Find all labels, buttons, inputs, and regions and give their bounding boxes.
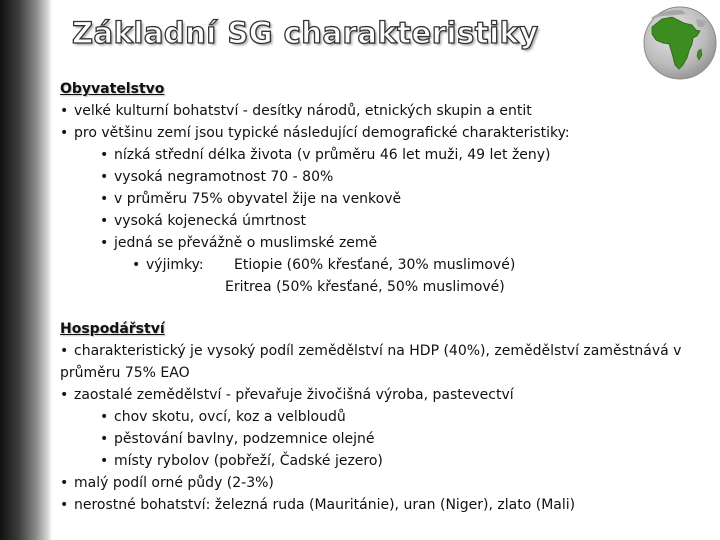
sub-list-item: • chov skotu, ovcí, koz a velbloudů: [60, 406, 710, 428]
content: [60, 78, 710, 516]
exceptions-item: [60, 254, 710, 276]
exceptions-label: výjimky:: [146, 257, 204, 273]
sub-list-item: • vysoká negramotnost 70 - 80%: [60, 166, 710, 188]
sub-list-item: • nízká střední délka života (v průměru 46 let muži, 49 let ženy): [60, 144, 710, 166]
sub-list-item: • v průměru 75% obyvatel žije na venkově: [60, 188, 710, 210]
bullet-icon: •: [100, 409, 109, 425]
sub-list-item: • vysoká kojenecká úmrtnost: [60, 210, 710, 232]
bullet-icon: •: [100, 191, 109, 207]
economy-heading: Hospodářství: [60, 321, 165, 337]
list-item: • charakteristický je vysoký podíl zemědělství na HDP (40%), zemědělství zaměstnává v průměru 75% EAO: [60, 340, 710, 384]
bullet-icon: •: [100, 453, 109, 469]
bullet-icon: •: [60, 103, 69, 119]
bullet-icon: •: [100, 431, 109, 447]
population-heading: Obyvatelstvo: [60, 81, 165, 97]
sub-list-item: • pěstování bavlny, podzemnice olejné: [60, 428, 710, 450]
bullet-icon: •: [60, 497, 69, 513]
africa-globe-icon: [642, 5, 718, 81]
list-item: • velké kulturní bohatství - desítky národů, etnických skupin a entit: [60, 100, 710, 122]
sub-list-item: • jedná se převážně o muslimské země: [60, 232, 710, 254]
exception-text: Etiopie (60% křesťané, 30% muslimové): [234, 257, 516, 273]
slide-title: Základní SG charakteristiky: [72, 16, 539, 50]
bullet-icon: •: [100, 169, 109, 185]
list-item: • pro většinu zemí jsou typické následující demografické charakteristiky:: [60, 122, 710, 144]
sub-list-item: • místy rybolov (pobřeží, Čadské jezero): [60, 450, 710, 472]
bullet-icon: •: [100, 213, 109, 229]
bullet-icon: •: [60, 343, 69, 359]
exception-text: Eritrea (50% křesťané, 50% muslimové): [225, 279, 505, 295]
bullet-icon: •: [60, 387, 69, 403]
list-item: • nerostné bohatství: železná ruda (Mauritánie), uran (Niger), zlato (Mali): [60, 494, 710, 516]
list-item: • zaostalé zemědělství - převařuje živočišná výroba, pastevectví: [60, 384, 710, 406]
decorative-left-bar: [0, 0, 52, 540]
section-gap: [60, 298, 710, 318]
bullet-icon: •: [100, 147, 109, 163]
list-item: • malý podíl orné půdy (2-3%): [60, 472, 710, 494]
bullet-icon: •: [60, 125, 69, 141]
bullet-icon: •: [100, 235, 109, 251]
bullet-icon: •: [132, 257, 141, 273]
bullet-icon: •: [60, 475, 69, 491]
